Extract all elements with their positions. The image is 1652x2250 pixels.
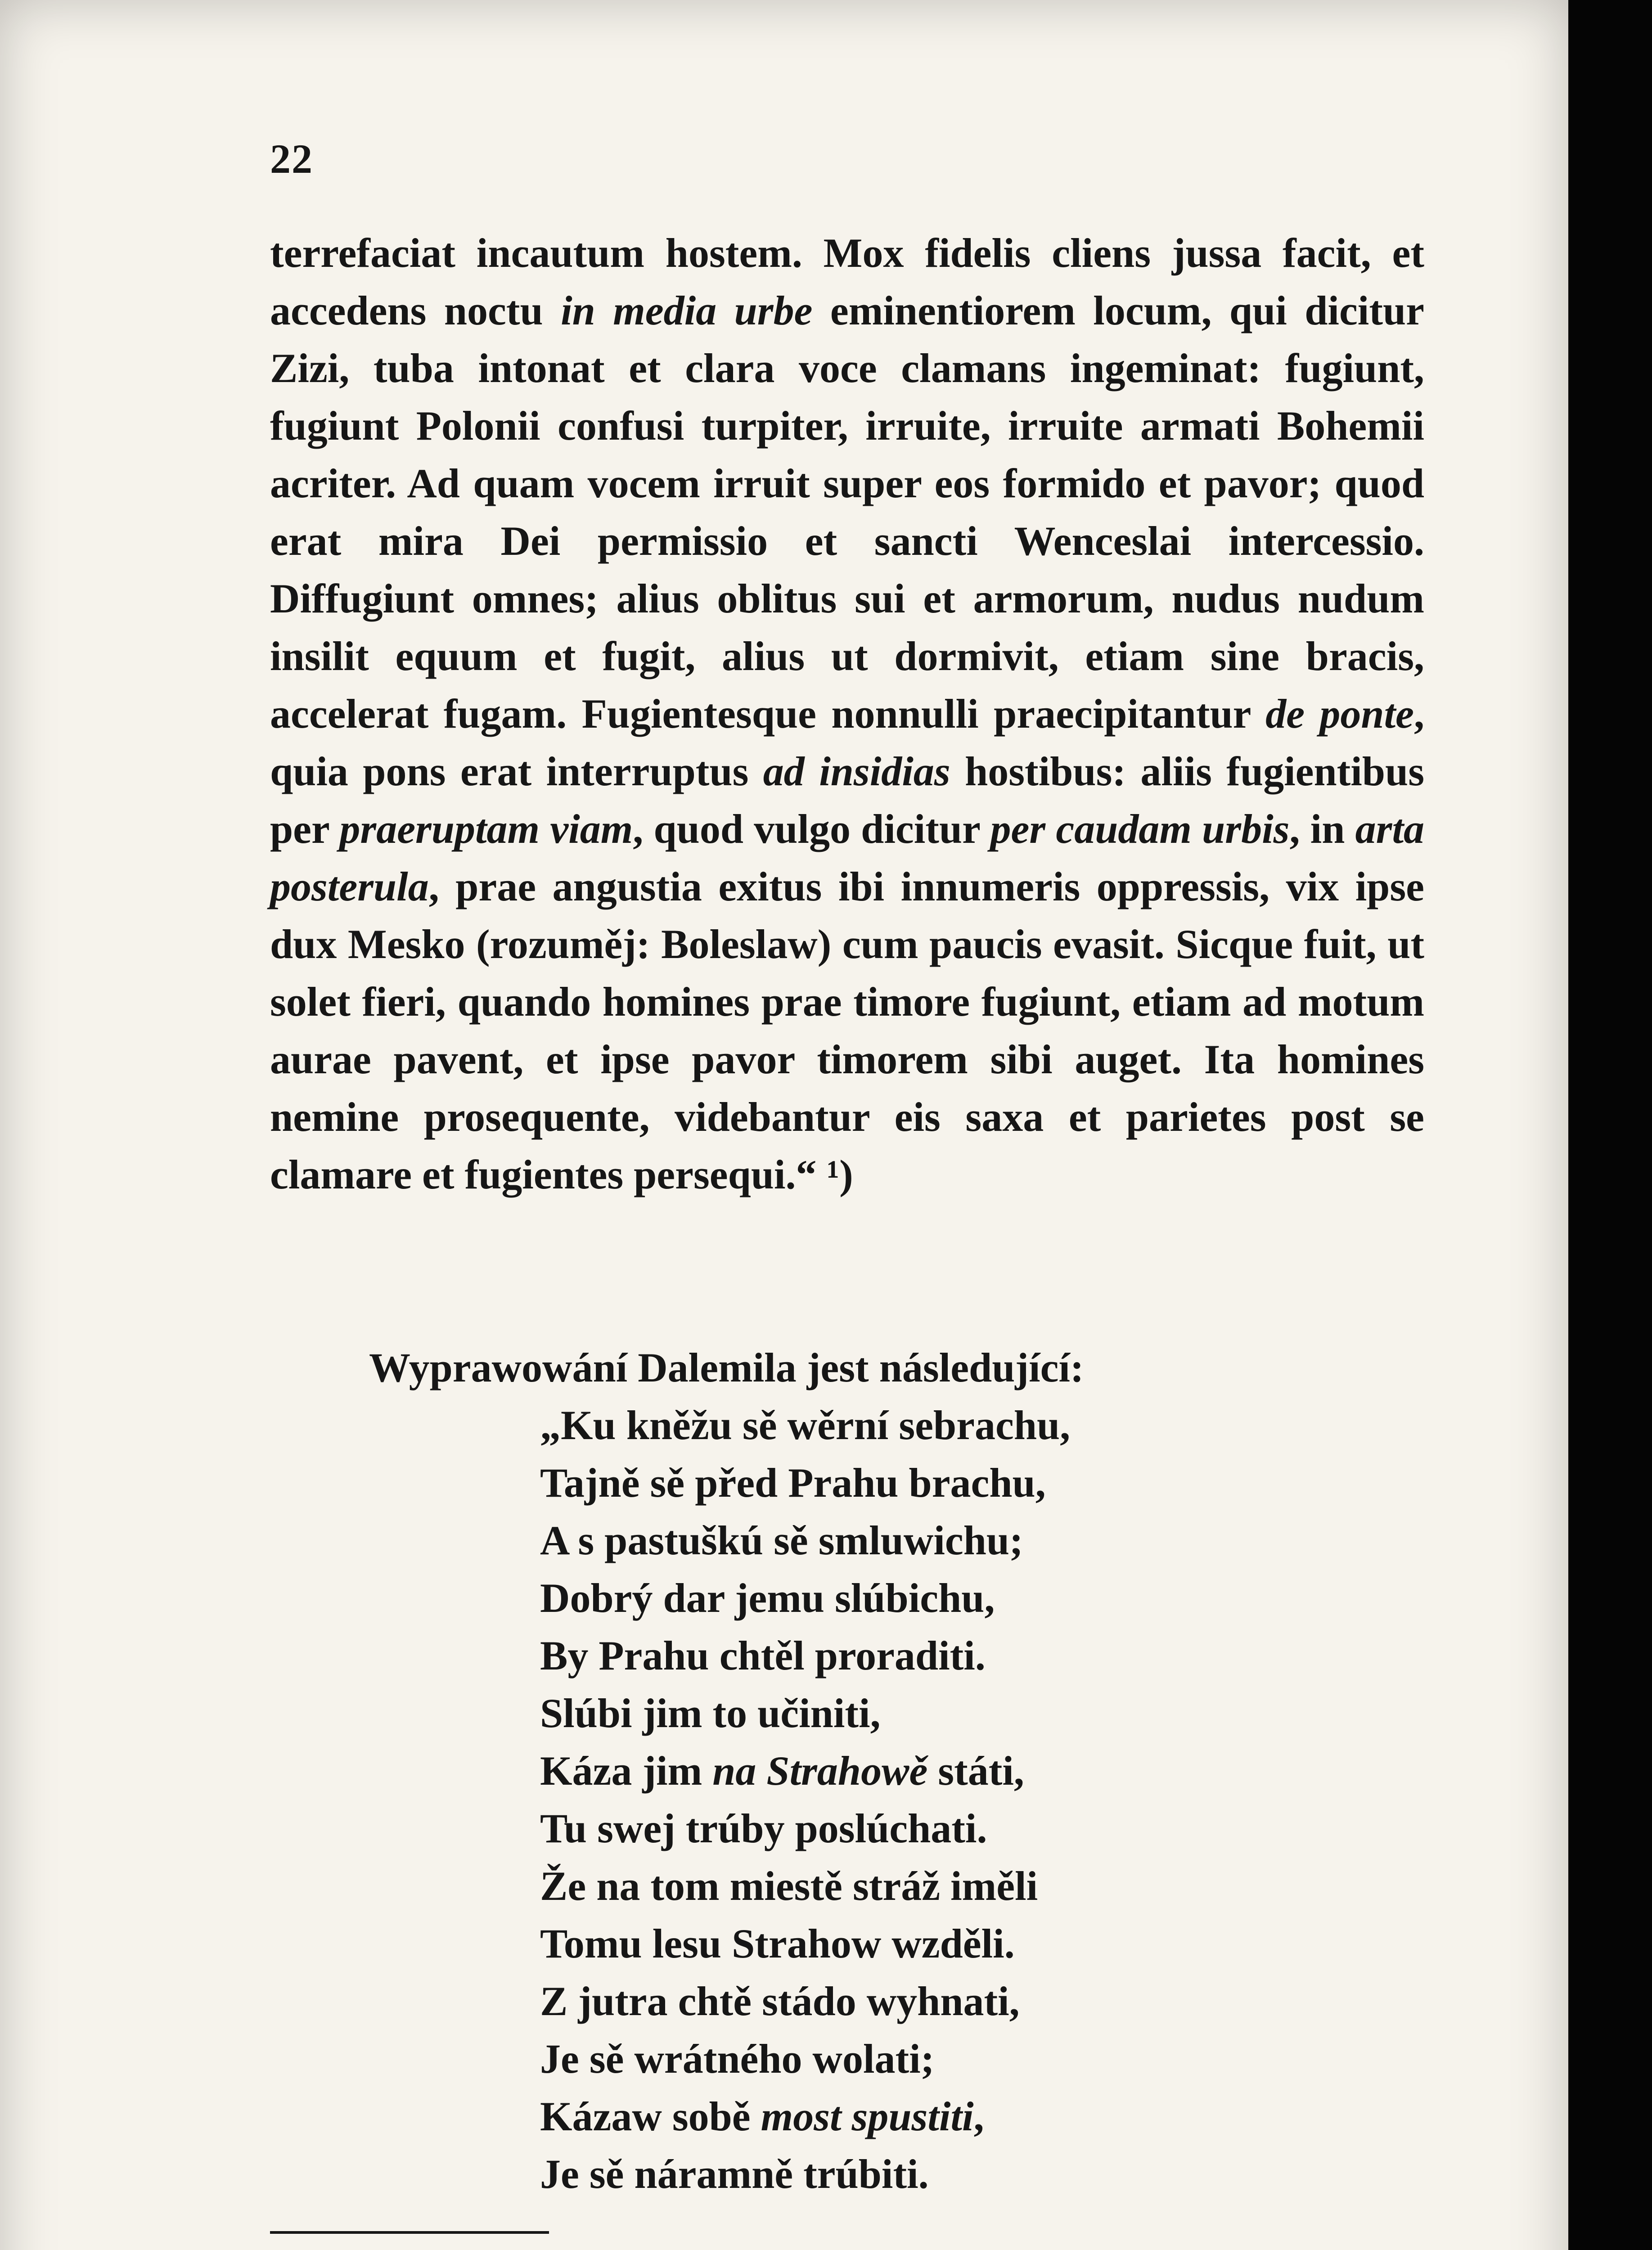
verse-line	[540, 1569, 1260, 1627]
text-run: Tu swej trúby poslúchati.	[540, 1805, 987, 1851]
verse-line	[540, 2088, 1260, 2145]
italic-text: na Strahowě	[712, 1748, 928, 1794]
verse-line	[540, 2030, 1260, 2088]
italic-text: praeruptam viam	[339, 806, 633, 852]
text-run: Že na tom miestě stráž iměli	[540, 1863, 1038, 1909]
text-run: eminentiorem locum, qui dicitur Zizi, tuba intonat et clara voce clamans ingeminat: fugiunt, fugiunt Polonii confusi turpiter, irruite, irruite armati Bohemii acriter. Ad quam vocem irruit super eos formido et pavor; quod erat mira Dei permissio et sancti Wenceslai intercessio. Diffugiunt omnes; alius oblitus sui et armorum, nudus nudum insilit equum et fugit, alius ut dormivit, etiam sine bracis, accelerat fugam. Fugientesque nonnulli praecipitantur	[270, 288, 1424, 737]
text-run: , prae angustia exitus ibi innumeris oppressis, vix ipse dux Mesko (rozuměj: Boleslaw) cum paucis evasit. Sicque fuit, ut solet fieri, quando homines prae timore fugiunt, etiam ad motum aurae pavent, et ipse pavor timorem sibi auget. Ita homines nemine prosequente, videbantur eis saxa et parietes post se clamare et fugientes persequi.“ ¹)	[270, 864, 1424, 1197]
italic-text: arta posterula	[270, 806, 1425, 909]
page-number: 22	[270, 136, 313, 182]
text-run: Z jutra chtě stádo wyhnati,	[540, 1978, 1020, 2024]
text-run: státi,	[927, 1748, 1024, 1794]
text-run: terrefaciat incautum hostem. Mox fidelis cliens jussa facit, et accedens noctu	[270, 230, 1424, 333]
text-run: ,	[973, 2093, 984, 2139]
text-run: A s pastuškú sě smluwichu;	[540, 1517, 1023, 1563]
text-run: hostibus: aliis fugientibus per	[270, 748, 1425, 852]
verse-line	[540, 1972, 1260, 2030]
verse-line	[540, 2145, 1260, 2203]
intro-paragraph: Wyprawowání Dalemila jest následující:	[369, 1345, 1084, 1390]
text-run: , in	[1289, 806, 1355, 852]
italic-text: ad insidias	[763, 748, 950, 794]
verse-line	[540, 1396, 1260, 1454]
verse-line	[540, 1512, 1260, 1569]
verse-line	[540, 1742, 1260, 1800]
dalemil-verse	[540, 1396, 1260, 2203]
text-run: Kázaw sobě	[540, 2093, 761, 2139]
verse-line	[540, 1915, 1260, 1972]
italic-text: de ponte	[1265, 691, 1414, 737]
verse-line	[540, 1800, 1260, 1857]
footnote-rule	[270, 2231, 549, 2234]
text-run: Tajně sě před Prahu brachu,	[540, 1460, 1046, 1506]
text-run: Dobrý dar jemu slúbichu,	[540, 1575, 995, 1621]
verse-line	[540, 1627, 1260, 1684]
italic-text: per caudam urbis	[990, 806, 1290, 852]
text-run: Je sě náramně trúbiti.	[540, 2151, 929, 2197]
italic-text: most spustiti	[761, 2093, 974, 2139]
scan-border	[1568, 0, 1652, 2250]
text-run: „Ku kněžu sě wěrní sebrachu,	[540, 1402, 1071, 1448]
text-run: Káza jim	[540, 1748, 713, 1794]
text-run: Slúbi jim to učiniti,	[540, 1690, 881, 1736]
italic-text: in media urbe	[561, 288, 813, 333]
latin-quotation-paragraph	[270, 224, 1424, 1203]
text-run: Je sě wrátného wolati;	[540, 2036, 935, 2082]
verse-line	[540, 1684, 1260, 1742]
text-run: By Prahu chtěl proraditi.	[540, 1633, 986, 1678]
verse-line	[540, 1857, 1260, 1915]
text-run: , quia pons erat interruptus	[270, 691, 1424, 794]
text-run: Tomu lesu Strahow wzděli.	[540, 1921, 1015, 1966]
verse-line	[540, 1454, 1260, 1512]
text-run: , quod vulgo dicitur	[633, 806, 990, 852]
